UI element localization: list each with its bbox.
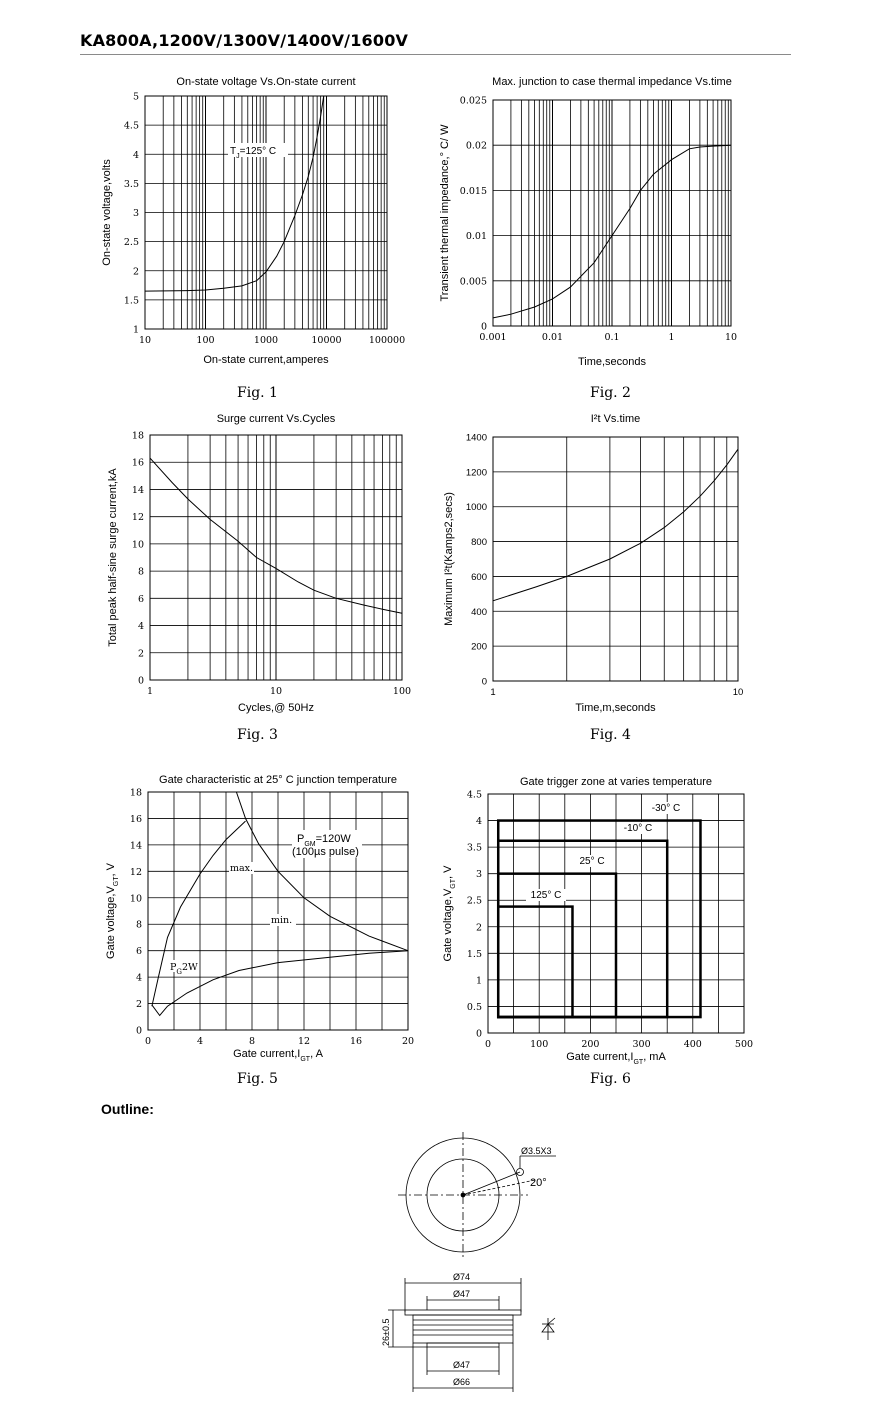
x-tick-label: 12 [297,1036,311,1047]
y-tick-label: 2 [135,999,142,1011]
y-tick-label: 10 [129,893,142,905]
y-tick-label: 2 [137,648,144,660]
outline-66-label: Ø66 [453,1377,471,1387]
chart-4 [443,413,743,714]
x-tick-label: 500 [734,1039,754,1050]
zone-4 [498,907,572,1017]
y-tick-label: 4 [135,972,142,984]
x-tick-label: 1000 [253,335,279,346]
x-tick-label: 100000 [368,335,406,346]
y-tick-label: 3 [132,208,139,219]
y-tick-label: 4 [475,816,482,828]
y-tick-label: 2 [132,266,139,278]
max-label: max. [230,863,254,874]
zone-1 [498,821,700,1018]
x-tick-label: 400 [683,1039,702,1050]
y-tick-label: 0.025 [459,95,487,107]
y-axis-label: Gate $voltage,V_{GT}$, V [105,863,120,959]
y-tick-label: 0.015 [459,185,487,197]
x-tick-label: 10000 [311,335,342,346]
x-tick-label: 10 [269,686,283,697]
y-tick-label: 1400 [465,432,487,444]
x-axis-label: Gate $current,I_{GT}$, mA [566,1051,666,1066]
outline-47-top-label: Ø47 [453,1289,471,1299]
pgm-label: $P_{GM}=120W$ [297,833,351,848]
y-tick-label: 1.5 [123,295,139,307]
y-tick-label: 0.01 [465,231,487,243]
chart-3 [107,413,411,714]
document-title: KA800A,1200V/1300V/1400V/1600V [80,31,409,50]
x-tick-label: 0 [144,1036,152,1047]
x-tick-label: 10 [724,332,738,343]
x-tick-label: 100 [392,686,412,697]
y-tick-label: 14 [131,484,144,496]
outline-74-label: Ø74 [453,1272,471,1282]
y-tick-label: 0 [481,676,487,688]
y-tick-label: 6 [135,946,142,958]
x-tick-label: 0.1 [604,332,620,343]
x-axis-label: Time,m,seconds [575,702,656,714]
x-tick-label: 16 [349,1036,363,1047]
x-tick-label: 200 [581,1039,600,1050]
y-tick-label: 0 [135,1025,142,1037]
x-tick-label: 10 [138,335,152,346]
y-tick-label: 4.5 [123,120,139,132]
x-axis-label: Time,seconds [577,356,647,368]
fig-3-caption: Fig. 3 [237,727,278,743]
x-tick-label: 100 [530,1039,549,1050]
y-tick-label: 1 [132,324,139,336]
y-tick-label: 200 [471,641,487,653]
x-tick-label: 0.01 [541,332,564,343]
chart-title: On-state voltage Vs.On-state current [176,76,356,88]
fig-5-caption: Fig. 5 [237,1071,278,1087]
x-tick-label: 100 [196,335,215,346]
chart-grid [493,437,738,681]
zone-label: 125° C [530,890,562,901]
series-line-1 [152,821,246,1006]
y-tick-label: 0.02 [465,140,487,152]
y-tick-label: 1 [475,975,482,987]
chart-grid [150,435,402,680]
y-axis-label: Gate $voltage,V_{GT}$, V [442,865,457,962]
zone-label: 25° C [579,856,605,867]
y-tick-label: 0 [475,1028,482,1040]
chart-5 [105,774,414,1063]
chart-grid [148,792,408,1030]
y-tick-label: 10 [131,539,144,551]
y-tick-label: 800 [471,537,487,549]
y-tick-label: 14 [129,840,142,852]
y-tick-label: 400 [471,606,487,618]
y-tick-label: 1200 [465,467,487,479]
y-tick-label: 600 [471,571,487,583]
fig-6-caption: Fig. 6 [590,1071,631,1087]
y-axis-label: Maximum I²t(Kamps2,secs) [443,492,455,626]
y-tick-label: 0 [137,675,144,687]
x-tick-label: 1 [668,332,675,343]
chart-title: Gate characteristic at 25° C junction temperature [159,774,397,786]
y-axis-label: Total peak half-sine surge current,kA [107,468,119,647]
x-tick-label: 4 [196,1036,204,1047]
y-tick-label: 2 [475,922,482,934]
y-tick-label: 3.5 [123,178,139,190]
x-tick-label: 0 [484,1039,492,1050]
chart-title: Surge current Vs.Cycles [216,413,336,425]
chart-2 [439,76,737,368]
x-axis-label: Gate $current,I_{GT}$, A [233,1048,323,1063]
y-tick-label: 2.5 [466,895,482,907]
y-tick-label: 5 [132,91,139,103]
y-tick-label: 3 [475,869,482,881]
chart-grid [145,96,387,329]
x-tick-label: 0.001 [479,332,507,343]
y-tick-label: 4.5 [466,789,482,801]
fig-2-caption: Fig. 2 [590,385,631,401]
chart-6 [442,776,753,1066]
x-axis-label: On-state current,amperes [203,354,329,366]
zone-label: -10° C [623,823,653,834]
x-tick-label: 10 [732,687,744,698]
y-tick-label: 2.5 [123,237,139,249]
outline-height-label: 26±0.5 [381,1318,391,1346]
y-tick-label: 12 [129,866,142,878]
x-axis-label: Cycles,@ 50Hz [238,702,314,714]
y-tick-label: 12 [131,512,144,524]
y-tick-label: 0.5 [466,1001,482,1013]
y-tick-label: 8 [137,566,144,578]
y-tick-label: 3.5 [466,842,482,854]
y-tick-label: 18 [129,787,142,799]
outline-heading: Outline: [101,1101,154,1117]
y-tick-label: 4 [132,149,139,161]
chart-grid [493,100,731,326]
fig-4-caption: Fig. 4 [590,727,631,743]
y-tick-label: 16 [131,457,144,469]
y-tick-label: 18 [131,430,144,442]
y-tick-label: 6 [137,593,144,605]
x-tick-label: 1 [490,687,496,698]
outline-47-bottom-label: Ø47 [453,1360,471,1370]
y-axis-label: Transient thermal impedance,° C/ W [439,124,451,302]
pg-label: $P_G2W$ [170,962,198,976]
chart-title: Gate trigger zone at varies temperature [520,776,712,788]
chart-1 [101,76,405,366]
min-label: min. [271,915,293,926]
y-tick-label: 1.5 [466,948,482,960]
chart-title: Max. junction to case thermal impedance Vs.time [492,76,732,88]
x-tick-label: 8 [248,1036,256,1047]
x-tick-label: 300 [632,1039,651,1050]
x-tick-label: 20 [401,1036,415,1047]
outline-hole-label: Ø3.5X3 [521,1146,552,1156]
annotation-temperature: $T_J=125^\circ$ C [230,146,277,160]
outline-angle-label: 20° [530,1177,547,1189]
y-axis-label: On-state voltage,volts [101,159,113,266]
y-tick-label: 0 [480,321,487,333]
y-tick-label: 0.005 [459,276,487,288]
y-tick-label: 8 [135,919,142,931]
chart-frame [493,437,738,681]
fig-1-caption: Fig. 1 [237,385,278,401]
y-tick-label: 1000 [465,502,487,514]
pulse-label: (100µs pulse) [292,846,359,858]
x-tick-label: 1 [146,686,154,697]
y-tick-label: 4 [137,621,144,633]
y-tick-label: 16 [129,813,142,825]
chart-title: I²t Vs.time [590,413,641,425]
zone-label: -30° C [651,803,681,814]
